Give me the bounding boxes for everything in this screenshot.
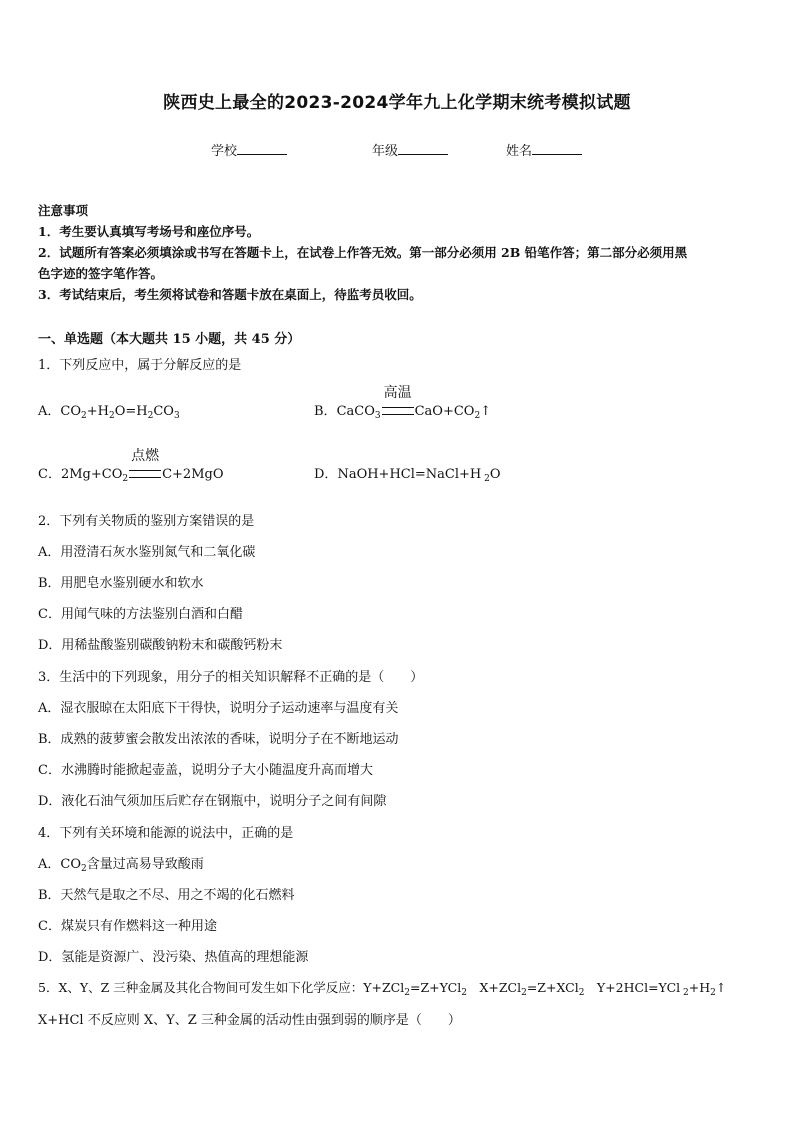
q3-option-b[interactable]: B．成熟的菠萝蜜会散发出浓浓的香味，说明分子在不断地运动 xyxy=(38,732,399,747)
q1-stem: 1．下列反应中，属于分解反应的是 xyxy=(38,358,242,373)
q5-stem: 5．X、Y、Z 三种金属及其化合物间可发生如下化学反应：Y+ZCl$_2$=Z+YCl$_2$ X+ZCl$_2$=Z+XCl$_2$ Y+2HCl=YCl $_2+H_2↑$ xyxy=(38,980,727,998)
q3-stem: 3．生活中的下列现象，用分子的相关知识解释不正确的是（ ） xyxy=(38,670,424,685)
q1-option-a[interactable]: A．$CO_2+H_2O=H_2CO_3$ xyxy=(38,404,180,421)
q4-option-d[interactable]: D．氢能是资源广、没污染、热值高的理想能源 xyxy=(38,950,309,965)
q2-option-a[interactable]: A．用澄清石灰水鉴别氮气和二氧化碳 xyxy=(38,545,256,560)
q4-option-b[interactable]: B．天然气是取之不尽、用之不竭的化石燃料 xyxy=(38,888,295,903)
equals-sign xyxy=(129,470,161,478)
grade-label: 年级 xyxy=(372,144,399,159)
school-blank[interactable] xyxy=(237,142,287,155)
q2-option-c[interactable]: C．用闻气味的方法鉴别白酒和白醋 xyxy=(38,607,243,622)
grade-blank[interactable] xyxy=(398,142,448,155)
name-blank[interactable] xyxy=(532,142,582,155)
q1-option-d[interactable]: D．NaOH+HCl=NaCl+H $_2$O xyxy=(314,467,501,484)
q5-stem-continued: X+HCl 不反应则 X、Y、Z 三种金属的活动性由强到弱的顺序是（ ） xyxy=(38,1013,461,1028)
name-field[interactable] xyxy=(506,140,582,159)
q3-option-c[interactable]: C．水沸腾时能掀起壶盖，说明分子大小随温度升高而增大 xyxy=(38,763,373,778)
equals-sign xyxy=(382,407,414,415)
notice-item: 3．考试结束后，考生须将试卷和答题卡放在桌面上，待监考员收回。 xyxy=(38,287,422,302)
q1-option-c[interactable]: C．$2Mg+CO_2$ 点燃 C+2MgO xyxy=(38,448,224,484)
notice-item: 2．试题所有答案必须填涂或书写在答题卡上，在试卷上作答无效。第一部分必须用 2B 铅笔作答；第二部分必须用黑 xyxy=(38,245,688,260)
q1-option-b[interactable]: B．CaCO$_3$ 高温 $CaO+CO_2↑$ xyxy=(314,385,492,421)
q3-option-d[interactable]: D．液化石油气须加压后贮存在钢瓶中，说明分子之间有间隙 xyxy=(38,794,387,809)
reaction-condition: 点燃 xyxy=(129,467,161,482)
section-heading: 一、单选题（本大题共 15 小题，共 45 分） xyxy=(38,332,301,347)
notice-item: 1．考生要认真填写考场号和座位序号。 xyxy=(38,224,260,239)
q3-option-a[interactable]: A．湿衣服晾在太阳底下干得快，说明分子运动速率与温度有关 xyxy=(38,701,399,716)
reaction-condition: 高温 xyxy=(382,404,414,419)
q4-stem: 4．下列有关环境和能源的说法中，正确的是 xyxy=(38,826,294,841)
notice-heading: 注意事项 xyxy=(38,203,89,218)
school-field[interactable] xyxy=(211,140,287,159)
q2-stem: 2．下列有关物质的鉴别方案错误的是 xyxy=(38,514,255,529)
q2-option-d[interactable]: D．用稀盐酸鉴别碳酸钠粉末和碳酸钙粉末 xyxy=(38,638,283,653)
notice-item: 色字迹的签字笔作答。 xyxy=(38,266,164,281)
q4-option-c[interactable]: C．煤炭只有作燃料这一种用途 xyxy=(38,919,217,934)
grade-field[interactable] xyxy=(372,140,448,159)
page-title: 陕西史上最全的2023-2024学年九上化学期末统考模拟试题 xyxy=(163,93,631,113)
q2-option-b[interactable]: B．用肥皂水鉴别硬水和软水 xyxy=(38,576,204,591)
q4-option-a[interactable]: A．$CO_2$含量过高易导致酸雨 xyxy=(38,857,204,874)
notice-block xyxy=(38,200,762,305)
name-label: 姓名 xyxy=(506,144,533,159)
school-label: 学校 xyxy=(211,144,238,159)
